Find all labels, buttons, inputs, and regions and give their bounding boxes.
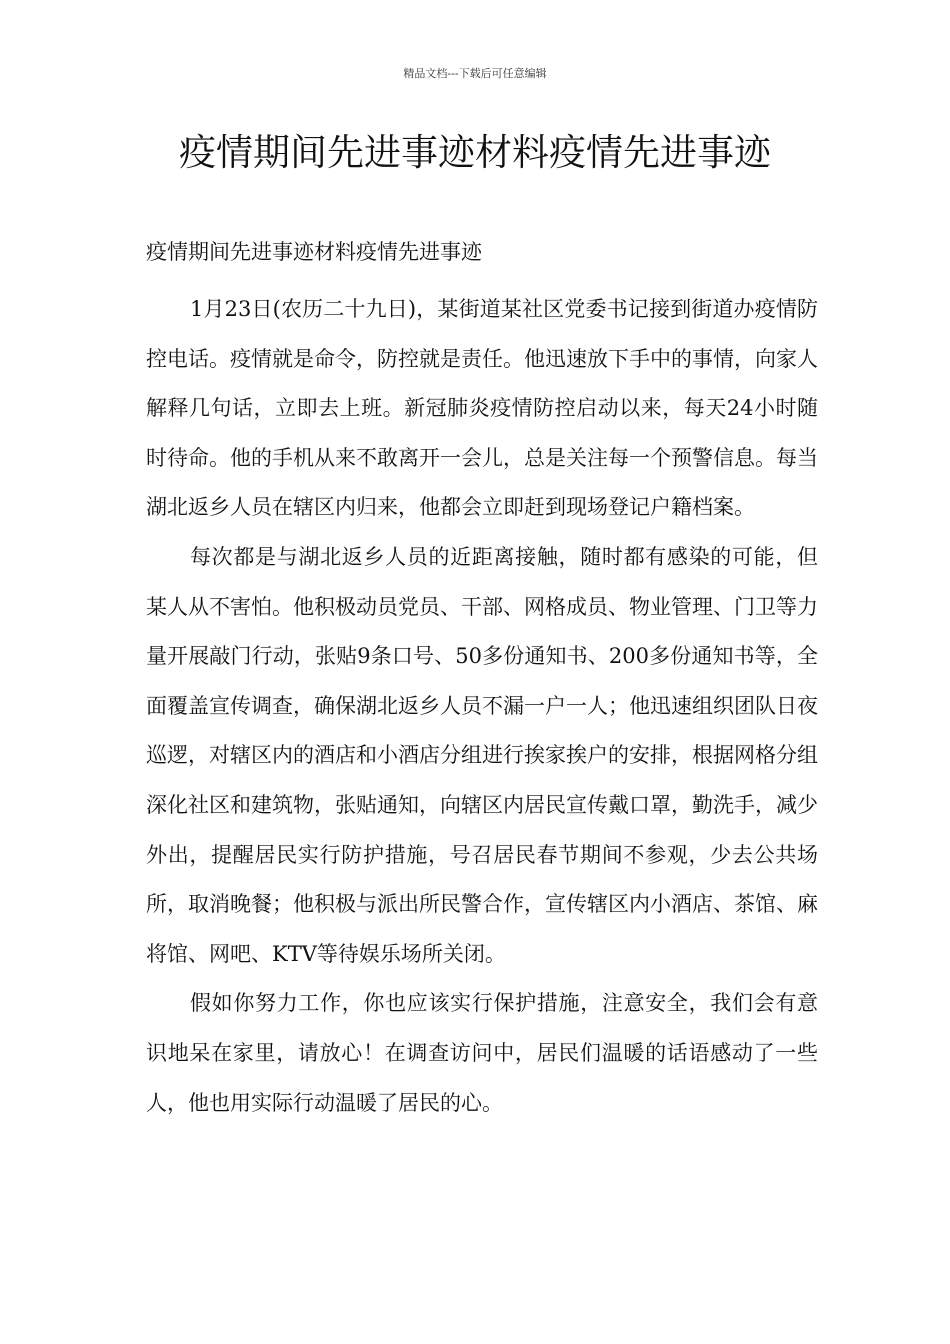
document-title: 疫情期间先进事迹材料疫情先进事迹: [179, 131, 771, 174]
paragraph-1: 1月23日(农历二十九日)，某街道某社区党委书记接到街道办疫情防控电话。疫情就是命令，防控就是责任。他迅速放下手中的事情，向家人解释几句话，立即去上班。新冠肺炎疫情防控启动以来，每天24小时随时待命。他的手机从来不敢离开一会儿，总是关注每一个预警信息。每当湖北返乡人员在辖区内归来，他都会立即赶到现场登记户籍档案。: [146, 297, 818, 520]
paragraph-3: 假如你努力工作，你也应该实行保护措施，注意安全，我们会有意识地呆在家里，请放心！在调查访问中，居民们温暖的话语感动了一些人，他也用实际行动温暖了居民的心。: [146, 991, 818, 1115]
document-body: [146, 285, 818, 1128]
document-subtitle: 疫情期间先进事迹材料疫情先进事迹: [146, 240, 482, 264]
page-header: 精品文档---下载后可任意编辑: [403, 67, 547, 80]
paragraph-2: 每次都是与湖北返乡人员的近距离接触，随时都有感染的可能，但某人从不害怕。他积极动员党员、干部、网格成员、物业管理、门卫等力量开展敲门行动，张贴9条口号、50多份通知书、200多份通知书等，全面覆盖宣传调查，确保湖北返乡人员不漏一户一人；他迅速组织团队日夜巡逻，对辖区内的酒店和小酒店分组进行挨家挨户的安排，根据网格分组深化社区和建筑物，张贴通知，向辖区内居民宣传戴口罩，勤洗手，减少外出，提醒居民实行防护措施，号召居民春节期间不参观，少去公共场所，取消晚餐；他积极与派出所民警合作，宣传辖区内小酒店、茶馆、麻将馆、网吧、KTV等待娱乐场所关闭。: [146, 544, 818, 966]
